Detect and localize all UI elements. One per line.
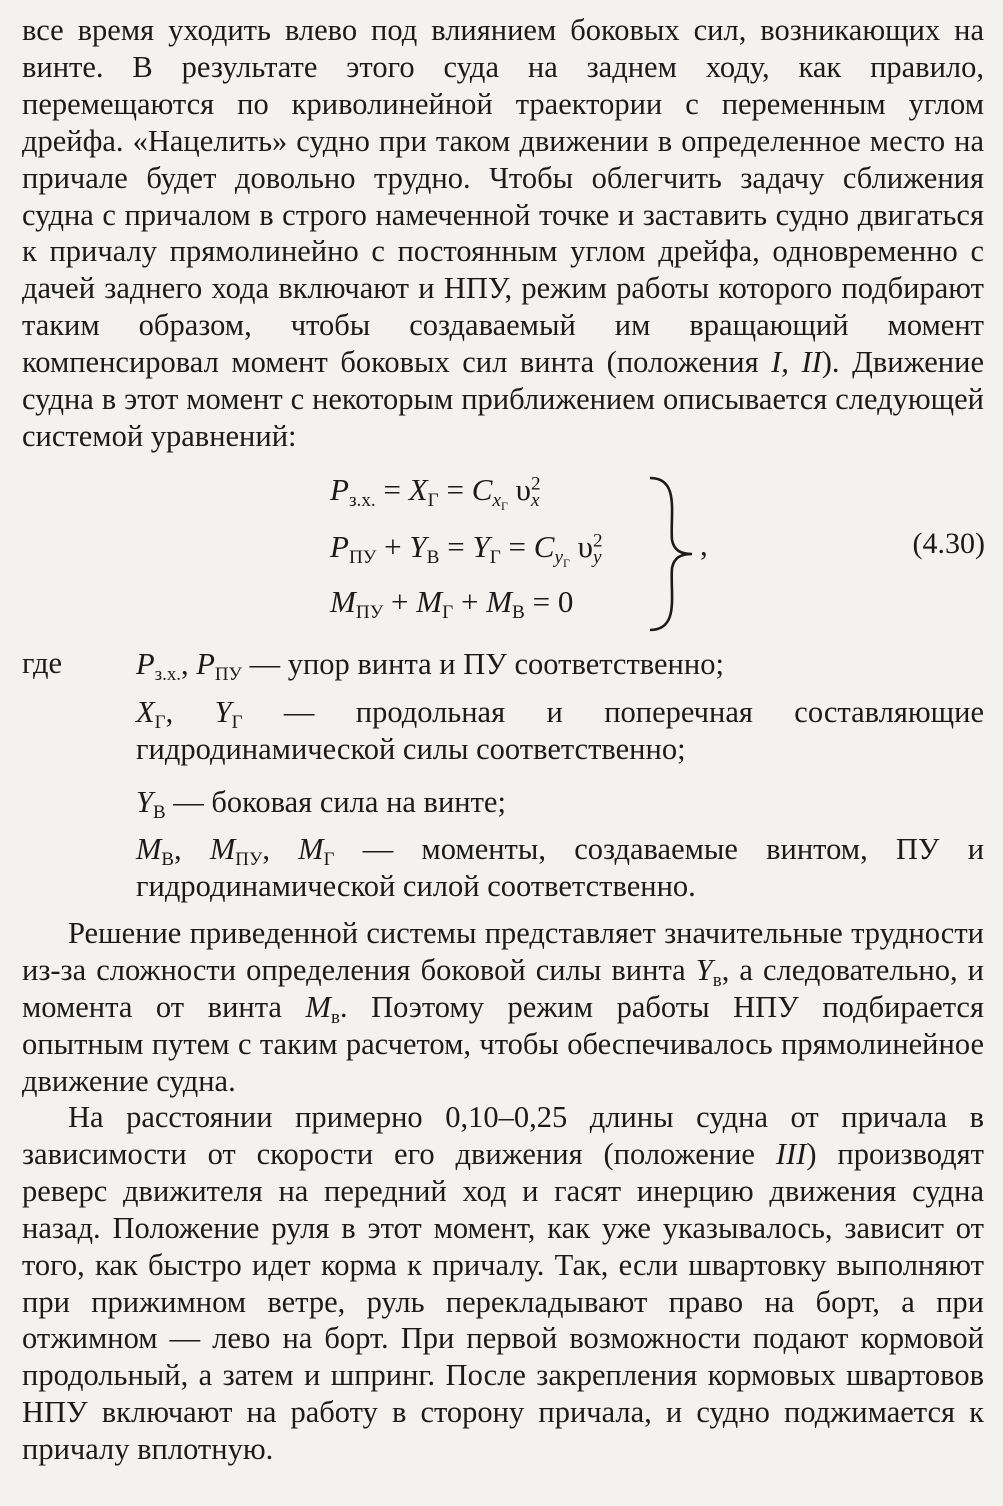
paragraph-1-end: ). Движение судна в этот момент с некоторым приближением описывается следующей системой уравнений: <box>22 345 984 453</box>
equation-line-1: $P_{з.х.} = X_Г = C_{x_Г}$ $\upsilon^2_x$ <box>330 472 541 513</box>
paragraph-1 <box>22 12 984 455</box>
definition-1-text: — упор винта и ПУ соответственно; <box>249 647 724 681</box>
paragraph-2-text-b: , а следовательно, и момента от винта <box>22 952 985 1024</box>
definition-2-text: — продольная и поперечная составляющие гидродинамической силы соответственно; <box>136 695 984 766</box>
equation-comma: , <box>700 527 708 562</box>
definition-3-text: — боковая сила на винте; <box>173 785 506 819</box>
equation-line-3: $M_{ПУ} + M_Г + M_В = 0$ <box>330 584 574 624</box>
paragraph-3-text-a: На расстоянии примерно 0,10–0,25 длины судна от причала в зависимости от скорости его движения (положение <box>22 1100 984 1171</box>
right-brace <box>646 474 698 634</box>
where-label: где <box>22 646 63 680</box>
definition-1: $P_{з.х.}$, $P_{ПУ}$ — упор винта и ПУ соответственно; <box>136 647 724 686</box>
paragraph-3-text-b: ) производят реверс движителя на передний ход и гасят инерцию движения судна назад. Положение руля в этот момент, как уже указывалось, зависит от того, как быстро идет корма к причалу. Так, если швартовку выполняют при прижимном ветре, руль перекладывают право на борт, а при отжимном — лево на борт. При первой возможности подают кормовой продольный, а затем и шпринг. После закрепления кормовых швартовов НПУ включают на работу в сторону причала, и судно поджимается к причалу вплотную. <box>22 1136 985 1467</box>
paragraph-1-text: все время уходить влево под влиянием боковых сил, возникающих на винте. В результате этого суда на заднем ходу, как правило, перемещаются по криволинейной траектории с переменным углом дрейфа. «Нацелить» судно при таком движении в определенное место на причале будет довольно трудно. Чтобы облегчить задачу сближения судна с причалом в строго намеченной точке и заставить судно двигаться к причалу прямолинейно с постоянным углом дрейфа, одновременно с дачей заднего хода включают и НПУ, режим работы которого подбирают таким образом, чтобы создаваемый им вращающий момент компенсировал момент боковых сил винта (положения <box>22 13 984 380</box>
paragraph-2-text-a: Решение приведенной системы представляет значительные трудности из-за сложности определения боковой силы винта <box>22 916 984 987</box>
paragraph-3-roman: III <box>775 1136 807 1171</box>
definition-2: $X_Г$, $Y_Г$ — продольная и поперечная составляющие гидродинамической силы соответственно; <box>136 695 984 766</box>
paragraph-2: Решение приведенной системы представляет значительные трудности из-за сложности определения боковой силы винта $Y_в$, а следовательно, и момента от винта $M_в$. Поэтому режим работы НПУ подбирается опытным путем с таким расчетом, чтобы обеспечивалось прямолинейное движение судна. <box>22 916 985 1098</box>
paragraph-3 <box>22 1099 984 1468</box>
paragraph-2-text-c: . Поэтому режим работы НПУ подбирается опытным путем с таким расчетом, чтобы обеспечивалось прямолинейное движение судна. <box>22 989 984 1098</box>
definition-4-text: — моменты, создаваемые винтом, ПУ и гидродинамической силой соответственно. <box>136 832 985 903</box>
definition-3: $Y_В$ — боковая сила на винте; <box>136 785 506 824</box>
definition-4: $M_В$, $M_{ПУ}$, $M_Г$ — моменты, создаваемые винтом, ПУ и гидродинамической силой соответственно. <box>136 832 985 903</box>
paragraph-1-roman: I, II <box>771 345 822 380</box>
equation-number: (4.30) <box>912 527 985 560</box>
equation-line-2: $P_{ПУ} + Y_В = Y_Г = C_{y_Г}$ $\upsilon^2_y$ <box>330 529 603 570</box>
